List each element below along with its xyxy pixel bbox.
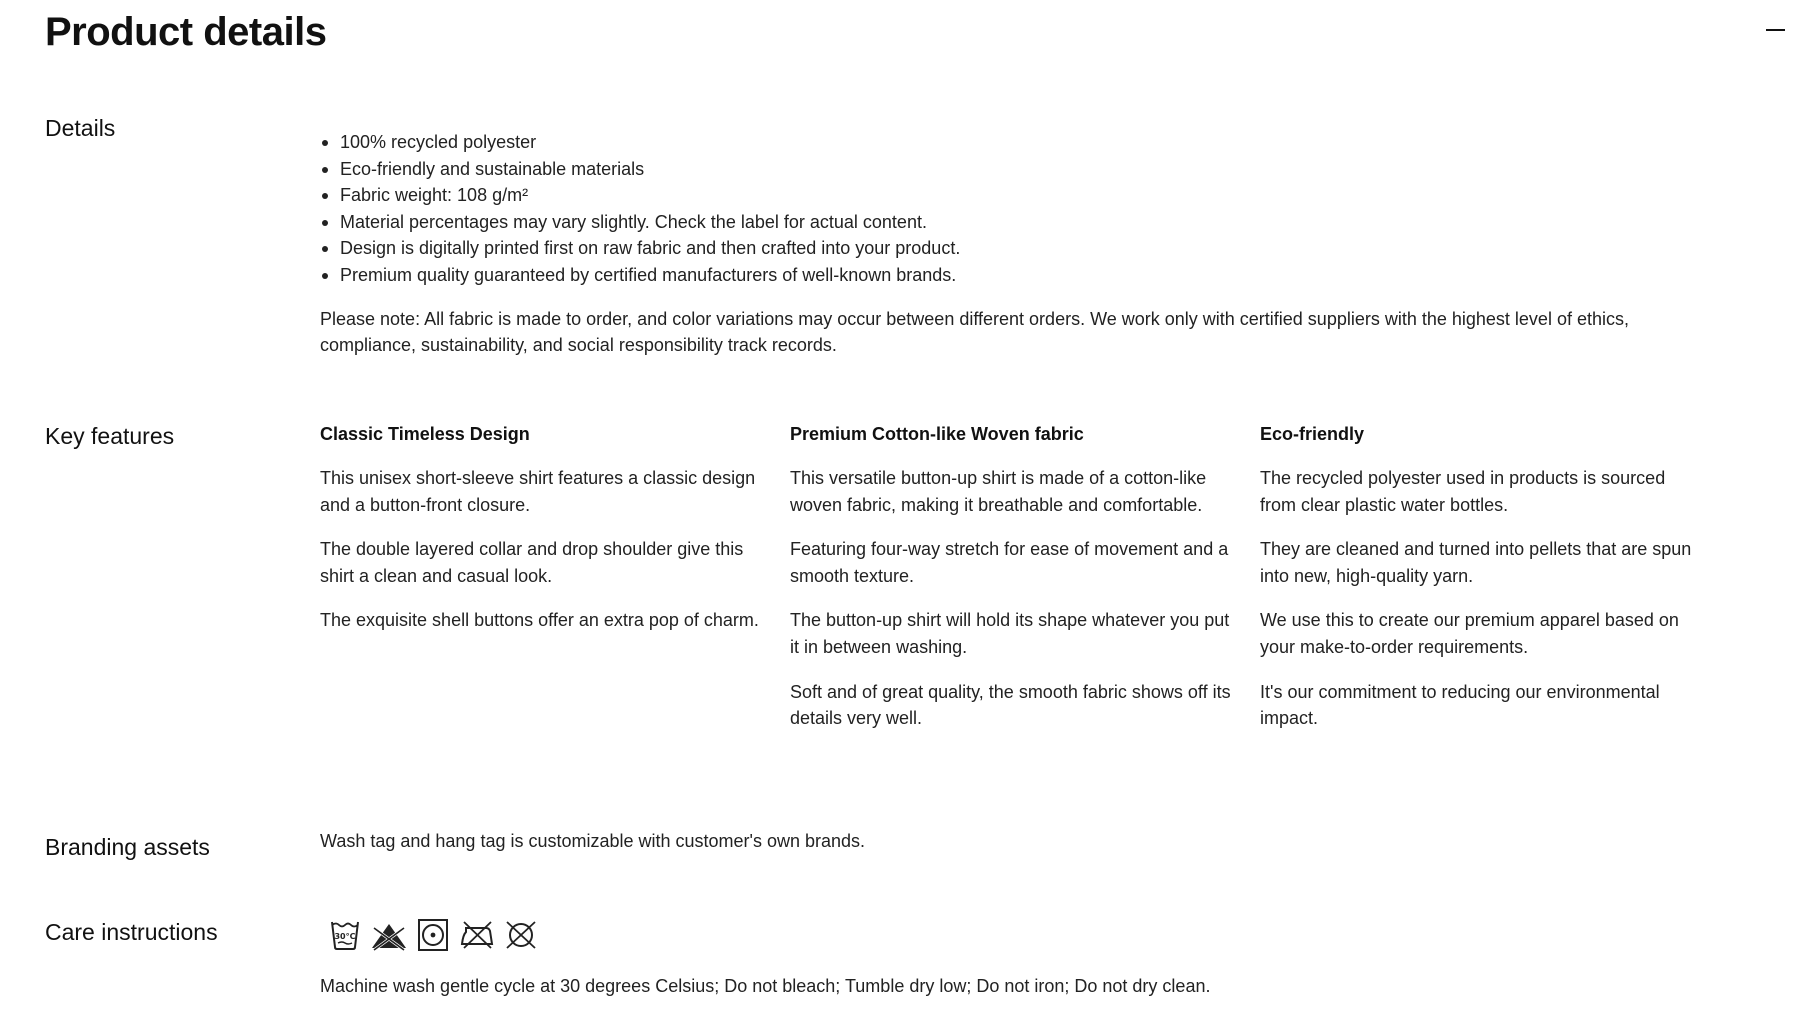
- care-icons: [326, 917, 1700, 953]
- machine-wash-30-icon: [326, 918, 364, 952]
- feature-paragraph: The button-up shirt will hold its shape whatever you put it in between washing.: [790, 610, 1230, 657]
- feature-heading: Classic Timeless Design: [320, 424, 530, 444]
- branding-assets-text: Wash tag and hang tag is customizable with customer's own brands.: [320, 831, 866, 851]
- list-item: Fabric weight: 108 g/m²: [320, 182, 1700, 209]
- feature-paragraph: We use this to create our premium apparel based on your make-to-order requirements.: [1260, 610, 1679, 657]
- feature-paragraph: The double layered collar and drop shoulder give this shirt a clean and casual look.: [320, 539, 744, 586]
- feature-paragraph: Soft and of great quality, the smooth fabric shows off its details very well.: [790, 681, 1231, 729]
- branding-assets-label: Branding assets: [45, 834, 210, 860]
- feature-paragraph: This versatile button-up shirt is made of a cotton-like woven fabric, making it breathable and comfortable.: [790, 468, 1207, 515]
- do-not-iron-icon: [458, 918, 496, 952]
- wash-temperature-label: 30°C: [334, 932, 356, 941]
- feature-heading: Premium Cotton-like Woven fabric: [790, 424, 1084, 444]
- care-instructions-label: Care instructions: [45, 919, 218, 945]
- care-instructions-body: [320, 917, 1700, 1000]
- feature-paragraph: The recycled polyester used in products is sourced from clear plastic water bottles.: [1260, 468, 1666, 515]
- tumble-dry-low-icon: [414, 918, 452, 952]
- care-instructions-text: Machine wash gentle cycle at 30 degrees Celsius; Do not bleach; Tumble dry low; Do not iron; Do not dry clean.: [320, 976, 1211, 996]
- feature-column-woven-fabric: [790, 421, 1235, 732]
- details-list: [320, 129, 1700, 289]
- minus-icon: [1766, 29, 1785, 31]
- do-not-dry-clean-icon: [502, 918, 540, 952]
- feature-paragraph: Featuring four-way stretch for ease of movement and a smooth texture.: [790, 539, 1229, 586]
- details-note: Please note: All fabric is made to order, and color variations may occur between different orders. We work only with certified suppliers with the highest level of ethics, compliance, sustainability, and social responsibility track records.: [320, 308, 1629, 356]
- feature-paragraph: This unisex short-sleeve shirt features a classic design and a button-front closure.: [320, 468, 756, 515]
- list-item: Material percentages may vary slightly. Check the label for actual content.: [320, 209, 1700, 236]
- feature-paragraph: It's our commitment to reducing our environmental impact.: [1260, 681, 1660, 729]
- feature-column-classic-design: [320, 421, 765, 634]
- list-item: Premium quality guaranteed by certified manufacturers of well-known brands.: [320, 262, 1700, 289]
- feature-column-eco-friendly: [1260, 421, 1705, 732]
- key-features-label: Key features: [45, 423, 175, 449]
- list-item: Design is digitally printed first on raw fabric and then crafted into your product.: [320, 235, 1700, 262]
- list-item: 100% recycled polyester: [320, 129, 1700, 156]
- feature-heading: Eco-friendly: [1260, 424, 1365, 444]
- feature-paragraph: They are cleaned and turned into pellets that are spun into new, high-quality yarn.: [1260, 539, 1692, 586]
- branding-assets-body: [320, 828, 1700, 855]
- collapse-button[interactable]: [1756, 8, 1792, 52]
- details-body: [320, 129, 1700, 359]
- do-not-bleach-icon: [370, 918, 408, 952]
- page-title: Product details: [45, 10, 327, 54]
- feature-paragraph: The exquisite shell buttons offer an extra pop of charm.: [320, 610, 759, 631]
- details-label: Details: [45, 115, 116, 141]
- list-item: Eco-friendly and sustainable materials: [320, 156, 1700, 183]
